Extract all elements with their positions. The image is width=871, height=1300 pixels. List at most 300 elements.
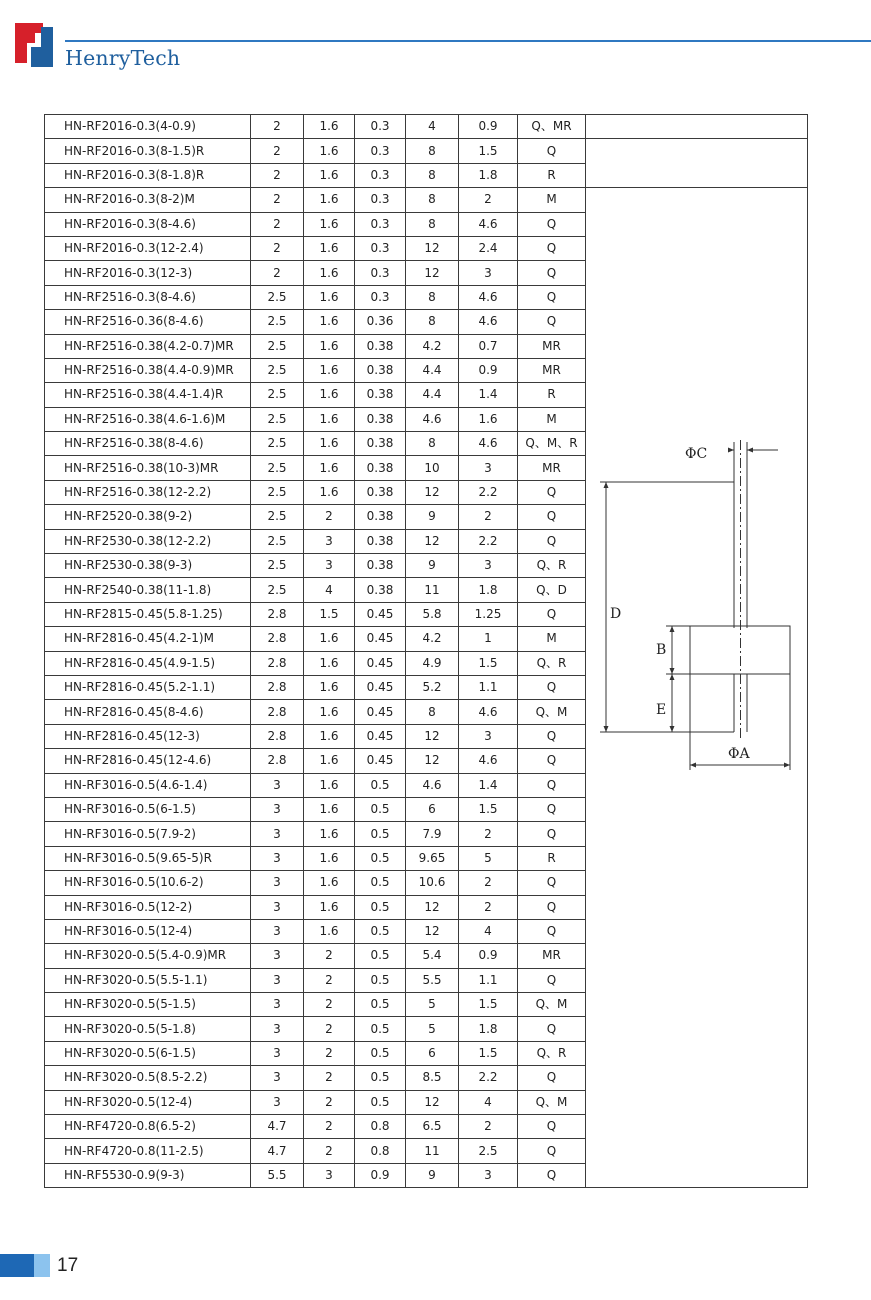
table-cell: 4.6 bbox=[406, 773, 459, 797]
table-cell: 1.4 bbox=[459, 773, 518, 797]
table-cell: 0.5 bbox=[355, 1017, 406, 1041]
diagram-label-b: B bbox=[656, 642, 667, 658]
table-cell: 0.3 bbox=[355, 261, 406, 285]
table-cell: 11 bbox=[406, 578, 459, 602]
table-cell: 1.6 bbox=[304, 773, 355, 797]
part-number-cell: HN-RF2016-0.3(12-2.4) bbox=[45, 236, 251, 260]
table-cell: 2 bbox=[304, 1139, 355, 1163]
table-cell: 5 bbox=[406, 993, 459, 1017]
table-cell: 1.6 bbox=[304, 236, 355, 260]
table-cell: 3 bbox=[304, 529, 355, 553]
table-cell: 1.6 bbox=[304, 285, 355, 309]
table-cell: 2.8 bbox=[251, 749, 304, 773]
table-row bbox=[45, 115, 808, 139]
part-number-cell: HN-RF3020-0.5(5.5-1.1) bbox=[45, 968, 251, 992]
table-cell: 3 bbox=[251, 797, 304, 821]
table-cell: 3 bbox=[251, 895, 304, 919]
table-cell: 1.6 bbox=[304, 700, 355, 724]
table-cell: 0.5 bbox=[355, 773, 406, 797]
table-cell: 1 bbox=[459, 627, 518, 651]
table-cell: Q、M bbox=[518, 993, 586, 1017]
part-number-cell: HN-RF3016-0.5(9.65-5)R bbox=[45, 846, 251, 870]
table-cell: 2.5 bbox=[251, 432, 304, 456]
table-cell: 0.5 bbox=[355, 919, 406, 943]
table-cell: 0.38 bbox=[355, 358, 406, 382]
table-cell: 2.5 bbox=[251, 480, 304, 504]
part-number-cell: HN-RF2520-0.38(9-2) bbox=[45, 505, 251, 529]
part-number-cell: HN-RF2516-0.38(4.2-0.7)MR bbox=[45, 334, 251, 358]
table-cell: R bbox=[518, 383, 586, 407]
table-cell: Q bbox=[518, 1115, 586, 1139]
table-cell: 2 bbox=[459, 505, 518, 529]
table-cell: 2.8 bbox=[251, 627, 304, 651]
table-cell: 1.4 bbox=[459, 383, 518, 407]
table-cell: 3 bbox=[251, 919, 304, 943]
table-cell: 3 bbox=[459, 724, 518, 748]
table-cell: 0.5 bbox=[355, 968, 406, 992]
table-cell: Q bbox=[518, 1017, 586, 1041]
table-cell: Q、D bbox=[518, 578, 586, 602]
part-number-cell: HN-RF3020-0.5(5-1.5) bbox=[45, 993, 251, 1017]
table-cell: 0.9 bbox=[459, 944, 518, 968]
table-cell: 0.3 bbox=[355, 212, 406, 236]
table-cell: 0.5 bbox=[355, 797, 406, 821]
part-number-cell: HN-RF4720-0.8(11-2.5) bbox=[45, 1139, 251, 1163]
table-cell: 8 bbox=[406, 188, 459, 212]
footer-bar-dark bbox=[0, 1254, 34, 1277]
table-cell: 1.6 bbox=[304, 724, 355, 748]
table-cell: 0.38 bbox=[355, 432, 406, 456]
table-cell: 2 bbox=[251, 236, 304, 260]
table-cell: 1.5 bbox=[459, 797, 518, 821]
table-cell: 2.5 bbox=[251, 456, 304, 480]
table-cell: Q bbox=[518, 919, 586, 943]
table-cell: 3 bbox=[459, 261, 518, 285]
table-cell: 1.6 bbox=[304, 675, 355, 699]
table-cell: 12 bbox=[406, 895, 459, 919]
part-number-cell: HN-RF4720-0.8(6.5-2) bbox=[45, 1115, 251, 1139]
part-number-cell: HN-RF3020-0.5(5.4-0.9)MR bbox=[45, 944, 251, 968]
table-cell: 9 bbox=[406, 1163, 459, 1187]
table-cell: Q bbox=[518, 480, 586, 504]
part-number-cell: HN-RF2016-0.3(12-3) bbox=[45, 261, 251, 285]
table-cell: M bbox=[518, 188, 586, 212]
table-cell: 1.6 bbox=[304, 358, 355, 382]
part-number-cell: HN-RF2816-0.45(8-4.6) bbox=[45, 700, 251, 724]
table-cell: 2 bbox=[304, 1066, 355, 1090]
table-cell: 5.8 bbox=[406, 602, 459, 626]
table-cell: Q、R bbox=[518, 1041, 586, 1065]
table-cell: MR bbox=[518, 358, 586, 382]
table-cell: 0.38 bbox=[355, 480, 406, 504]
part-number-cell: HN-RF2816-0.45(4.9-1.5) bbox=[45, 651, 251, 675]
part-number-cell: HN-RF2516-0.38(4.6-1.6)M bbox=[45, 407, 251, 431]
table-cell: Q bbox=[518, 822, 586, 846]
table-cell: 4 bbox=[459, 1090, 518, 1114]
table-cell: 4 bbox=[406, 115, 459, 139]
table-row bbox=[45, 188, 808, 212]
table-cell: 1.6 bbox=[304, 846, 355, 870]
table-cell: 4.9 bbox=[406, 651, 459, 675]
table-cell: 3 bbox=[251, 871, 304, 895]
table-cell: 1.6 bbox=[304, 749, 355, 773]
table-cell: 8 bbox=[406, 310, 459, 334]
table-cell: 0.38 bbox=[355, 505, 406, 529]
table-cell: 0.45 bbox=[355, 627, 406, 651]
part-number-cell: HN-RF2516-0.38(4.4-0.9)MR bbox=[45, 358, 251, 382]
table-row bbox=[45, 139, 808, 163]
table-cell: 5.2 bbox=[406, 675, 459, 699]
table-cell: 0.5 bbox=[355, 822, 406, 846]
table-cell: 0.5 bbox=[355, 944, 406, 968]
table-cell: 1.6 bbox=[304, 383, 355, 407]
table-cell: 4 bbox=[304, 578, 355, 602]
table-cell: Q、MR bbox=[518, 115, 586, 139]
table-cell: 11 bbox=[406, 1139, 459, 1163]
table-cell: 0.5 bbox=[355, 993, 406, 1017]
table-cell: Q bbox=[518, 529, 586, 553]
part-number-cell: HN-RF2516-0.38(10-3)MR bbox=[45, 456, 251, 480]
table-cell: 8 bbox=[406, 285, 459, 309]
table-cell: 2 bbox=[304, 1090, 355, 1114]
table-cell: 8 bbox=[406, 163, 459, 187]
table-cell: 2 bbox=[304, 1041, 355, 1065]
table-cell: 2.5 bbox=[459, 1139, 518, 1163]
table-cell: 3 bbox=[251, 1041, 304, 1065]
table-cell: Q bbox=[518, 1066, 586, 1090]
table-cell: 0.8 bbox=[355, 1139, 406, 1163]
table-cell: 2 bbox=[459, 822, 518, 846]
table-cell: 0.3 bbox=[355, 115, 406, 139]
table-cell: Q bbox=[518, 871, 586, 895]
table-cell: 10.6 bbox=[406, 871, 459, 895]
table-cell: Q、M bbox=[518, 1090, 586, 1114]
brand-name: HenryTech bbox=[65, 46, 181, 70]
diagram-label-d: D bbox=[610, 606, 622, 622]
table-cell: 1.6 bbox=[304, 432, 355, 456]
table-cell: 2 bbox=[251, 115, 304, 139]
table-cell: 1.1 bbox=[459, 675, 518, 699]
table-cell: 4 bbox=[459, 919, 518, 943]
table-cell: 1.6 bbox=[304, 797, 355, 821]
table-cell: 0.3 bbox=[355, 163, 406, 187]
henrytech-logo-icon bbox=[13, 19, 61, 69]
table-cell: 2 bbox=[459, 188, 518, 212]
table-cell: Q bbox=[518, 968, 586, 992]
table-cell: 2 bbox=[459, 1115, 518, 1139]
table-cell: 2 bbox=[304, 968, 355, 992]
table-cell: M bbox=[518, 407, 586, 431]
part-number-cell: HN-RF3016-0.5(10.6-2) bbox=[45, 871, 251, 895]
table-cell: 5.5 bbox=[251, 1163, 304, 1187]
part-number-cell: HN-RF2816-0.45(12-3) bbox=[45, 724, 251, 748]
table-cell: 1.5 bbox=[304, 602, 355, 626]
table-cell: 4.6 bbox=[459, 700, 518, 724]
table-cell: 2 bbox=[459, 895, 518, 919]
table-cell: 2.8 bbox=[251, 724, 304, 748]
table-cell: 3 bbox=[251, 846, 304, 870]
table-cell: 1.6 bbox=[304, 480, 355, 504]
table-cell: 1.6 bbox=[304, 919, 355, 943]
table-cell: 1.6 bbox=[304, 115, 355, 139]
table-cell: 2 bbox=[251, 261, 304, 285]
table-cell: Q bbox=[518, 773, 586, 797]
table-cell: 1.6 bbox=[304, 651, 355, 675]
table-cell: 0.38 bbox=[355, 456, 406, 480]
table-cell: 2.8 bbox=[251, 700, 304, 724]
table-cell: 0.45 bbox=[355, 724, 406, 748]
header-divider bbox=[65, 40, 871, 42]
table-cell: 8.5 bbox=[406, 1066, 459, 1090]
part-number-cell: HN-RF5530-0.9(9-3) bbox=[45, 1163, 251, 1187]
table-cell: 5 bbox=[406, 1017, 459, 1041]
part-number-cell: HN-RF2816-0.45(5.2-1.1) bbox=[45, 675, 251, 699]
table-cell: 0.38 bbox=[355, 383, 406, 407]
table-cell: 3 bbox=[251, 968, 304, 992]
table-cell: Q bbox=[518, 236, 586, 260]
table-cell: 0.3 bbox=[355, 188, 406, 212]
part-number-cell: HN-RF3020-0.5(5-1.8) bbox=[45, 1017, 251, 1041]
table-cell: 0.5 bbox=[355, 1090, 406, 1114]
part-number-cell: HN-RF2815-0.45(5.8-1.25) bbox=[45, 602, 251, 626]
table-cell: 1.5 bbox=[459, 993, 518, 1017]
table-cell: 12 bbox=[406, 480, 459, 504]
table-cell: 3 bbox=[304, 554, 355, 578]
table-cell: R bbox=[518, 846, 586, 870]
page-header bbox=[0, 0, 871, 90]
dimension-diagram bbox=[598, 440, 813, 780]
table-cell: 2.2 bbox=[459, 480, 518, 504]
table-cell: 2.2 bbox=[459, 529, 518, 553]
part-number-cell: HN-RF2516-0.38(8-4.6) bbox=[45, 432, 251, 456]
part-number-cell: HN-RF2016-0.3(8-1.5)R bbox=[45, 139, 251, 163]
part-number-cell: HN-RF2816-0.45(4.2-1)M bbox=[45, 627, 251, 651]
table-cell: MR bbox=[518, 456, 586, 480]
table-cell: 4.4 bbox=[406, 383, 459, 407]
table-cell: Q、M bbox=[518, 700, 586, 724]
table-cell: 0.3 bbox=[355, 285, 406, 309]
table-cell: Q bbox=[518, 724, 586, 748]
table-cell: 0.7 bbox=[459, 334, 518, 358]
diagram-label-phi-c: ΦC bbox=[685, 446, 708, 462]
table-cell: 1.6 bbox=[304, 261, 355, 285]
table-cell: 2 bbox=[304, 944, 355, 968]
table-cell: 8 bbox=[406, 212, 459, 236]
table-cell: 0.45 bbox=[355, 651, 406, 675]
table-cell: 2.5 bbox=[251, 310, 304, 334]
table-cell: Q bbox=[518, 895, 586, 919]
table-cell: 12 bbox=[406, 529, 459, 553]
part-number-cell: HN-RF2530-0.38(9-3) bbox=[45, 554, 251, 578]
table-cell: 0.9 bbox=[355, 1163, 406, 1187]
table-cell: R bbox=[518, 163, 586, 187]
table-cell: 0.38 bbox=[355, 554, 406, 578]
table-cell: 1.5 bbox=[459, 651, 518, 675]
table-cell: 9.65 bbox=[406, 846, 459, 870]
dimension-drawing bbox=[598, 440, 813, 780]
table-cell: Q bbox=[518, 139, 586, 163]
table-cell: 1.8 bbox=[459, 1017, 518, 1041]
table-cell: 4.6 bbox=[459, 749, 518, 773]
table-cell: Q bbox=[518, 797, 586, 821]
table-cell: 0.38 bbox=[355, 529, 406, 553]
table-cell: 3 bbox=[304, 1163, 355, 1187]
table-cell: 3 bbox=[251, 1090, 304, 1114]
table-cell: 2.8 bbox=[251, 675, 304, 699]
table-cell: 3 bbox=[251, 993, 304, 1017]
table-cell: 12 bbox=[406, 749, 459, 773]
table-cell: 2.5 bbox=[251, 529, 304, 553]
table-cell: 3 bbox=[251, 822, 304, 846]
table-cell: 2 bbox=[251, 212, 304, 236]
table-cell: 4.7 bbox=[251, 1115, 304, 1139]
table-cell: 3 bbox=[459, 1163, 518, 1187]
table-cell: 2.5 bbox=[251, 285, 304, 309]
table-cell: Q bbox=[518, 1139, 586, 1163]
table-cell: 1.6 bbox=[304, 139, 355, 163]
table-cell: 5.4 bbox=[406, 944, 459, 968]
table-cell: 1.6 bbox=[304, 310, 355, 334]
table-cell: 3 bbox=[251, 1017, 304, 1041]
table-cell: 1.6 bbox=[304, 871, 355, 895]
table-cell: Q bbox=[518, 261, 586, 285]
table-cell: 7.9 bbox=[406, 822, 459, 846]
table-cell: 1.6 bbox=[304, 163, 355, 187]
table-cell: Q、R bbox=[518, 651, 586, 675]
part-number-cell: HN-RF2816-0.45(12-4.6) bbox=[45, 749, 251, 773]
table-cell: 4.6 bbox=[459, 285, 518, 309]
table-cell: 2.5 bbox=[251, 383, 304, 407]
part-number-cell: HN-RF3016-0.5(4.6-1.4) bbox=[45, 773, 251, 797]
table-cell: 2.5 bbox=[251, 554, 304, 578]
table-cell: 2 bbox=[304, 505, 355, 529]
table-cell: 0.8 bbox=[355, 1115, 406, 1139]
table-cell: 4.6 bbox=[459, 310, 518, 334]
table-cell: 0.9 bbox=[459, 358, 518, 382]
table-cell: 0.5 bbox=[355, 846, 406, 870]
table-cell: 2 bbox=[251, 163, 304, 187]
part-number-cell: HN-RF3016-0.5(6-1.5) bbox=[45, 797, 251, 821]
part-number-cell: HN-RF2016-0.3(4-0.9) bbox=[45, 115, 251, 139]
table-cell: 0.38 bbox=[355, 407, 406, 431]
table-cell: 1.6 bbox=[304, 895, 355, 919]
table-cell: 2 bbox=[459, 871, 518, 895]
table-cell: Q bbox=[518, 285, 586, 309]
table-cell: M bbox=[518, 627, 586, 651]
part-number-cell: HN-RF3016-0.5(12-2) bbox=[45, 895, 251, 919]
part-number-cell: HN-RF2530-0.38(12-2.2) bbox=[45, 529, 251, 553]
table-cell: 12 bbox=[406, 724, 459, 748]
table-cell: 2.8 bbox=[251, 651, 304, 675]
table-cell: 12 bbox=[406, 236, 459, 260]
table-cell: MR bbox=[518, 334, 586, 358]
diagram-label-phi-a: ΦA bbox=[728, 746, 750, 762]
table-cell: 6 bbox=[406, 797, 459, 821]
table-cell: 1.1 bbox=[459, 968, 518, 992]
table-cell: 4.2 bbox=[406, 627, 459, 651]
part-number-cell: HN-RF2516-0.38(4.4-1.4)R bbox=[45, 383, 251, 407]
table-cell: Q、R bbox=[518, 554, 586, 578]
table-cell: 5 bbox=[459, 846, 518, 870]
table-cell: 4.4 bbox=[406, 358, 459, 382]
table-cell: 8 bbox=[406, 700, 459, 724]
table-cell: 2 bbox=[304, 1115, 355, 1139]
table-cell: 4.6 bbox=[406, 407, 459, 431]
table-cell: 0.45 bbox=[355, 749, 406, 773]
part-number-cell: HN-RF3020-0.5(12-4) bbox=[45, 1090, 251, 1114]
table-cell: 1.5 bbox=[459, 139, 518, 163]
part-number-cell: HN-RF3016-0.5(7.9-2) bbox=[45, 822, 251, 846]
part-number-cell: HN-RF2540-0.38(11-1.8) bbox=[45, 578, 251, 602]
diagram-label-e: E bbox=[656, 702, 667, 718]
table-cell: 2.2 bbox=[459, 1066, 518, 1090]
table-cell: 2 bbox=[251, 139, 304, 163]
table-cell: 0.38 bbox=[355, 578, 406, 602]
table-cell: 1.6 bbox=[459, 407, 518, 431]
table-cell: 2.5 bbox=[251, 578, 304, 602]
part-number-cell: HN-RF3016-0.5(12-4) bbox=[45, 919, 251, 943]
table-cell: 3 bbox=[459, 554, 518, 578]
table-cell: 1.6 bbox=[304, 407, 355, 431]
table-cell: 5.5 bbox=[406, 968, 459, 992]
table-cell: 1.6 bbox=[304, 822, 355, 846]
part-number-cell: HN-RF2016-0.3(8-2)M bbox=[45, 188, 251, 212]
table-cell: 12 bbox=[406, 1090, 459, 1114]
table-cell: 8 bbox=[406, 432, 459, 456]
table-cell: 2 bbox=[304, 1017, 355, 1041]
part-number-cell: HN-RF2516-0.3(8-4.6) bbox=[45, 285, 251, 309]
table-cell: Q bbox=[518, 505, 586, 529]
table-cell: Q、M、R bbox=[518, 432, 586, 456]
part-number-cell: HN-RF2516-0.38(12-2.2) bbox=[45, 480, 251, 504]
part-number-cell: HN-RF2016-0.3(8-4.6) bbox=[45, 212, 251, 236]
part-number-cell: HN-RF3020-0.5(8.5-2.2) bbox=[45, 1066, 251, 1090]
table-cell: 12 bbox=[406, 261, 459, 285]
notes-cell bbox=[586, 115, 808, 139]
table-cell: 2 bbox=[304, 993, 355, 1017]
table-cell: Q bbox=[518, 749, 586, 773]
part-number-cell: HN-RF2016-0.3(8-1.8)R bbox=[45, 163, 251, 187]
table-cell: 0.45 bbox=[355, 602, 406, 626]
table-cell: 9 bbox=[406, 505, 459, 529]
table-cell: 0.5 bbox=[355, 1066, 406, 1090]
table-cell: 1.8 bbox=[459, 578, 518, 602]
table-cell: Q bbox=[518, 675, 586, 699]
part-number-cell: HN-RF2516-0.36(8-4.6) bbox=[45, 310, 251, 334]
table-cell: 1.6 bbox=[304, 334, 355, 358]
table-cell: 2 bbox=[251, 188, 304, 212]
table-cell: Q bbox=[518, 1163, 586, 1187]
table-cell: 2.4 bbox=[459, 236, 518, 260]
table-cell: 10 bbox=[406, 456, 459, 480]
table-cell: 0.9 bbox=[459, 115, 518, 139]
table-cell: 1.25 bbox=[459, 602, 518, 626]
table-cell: Q bbox=[518, 602, 586, 626]
table-cell: 1.5 bbox=[459, 1041, 518, 1065]
table-cell: 8 bbox=[406, 139, 459, 163]
table-cell: 4.7 bbox=[251, 1139, 304, 1163]
table-cell: 0.5 bbox=[355, 871, 406, 895]
table-cell: 0.45 bbox=[355, 675, 406, 699]
table-cell: 0.38 bbox=[355, 334, 406, 358]
table-cell: 1.8 bbox=[459, 163, 518, 187]
table-cell: 3 bbox=[251, 1066, 304, 1090]
footer-bar-light bbox=[34, 1254, 50, 1277]
table-cell: 0.5 bbox=[355, 895, 406, 919]
table-cell: 12 bbox=[406, 919, 459, 943]
table-cell: MR bbox=[518, 944, 586, 968]
table-cell: 4.6 bbox=[459, 212, 518, 236]
